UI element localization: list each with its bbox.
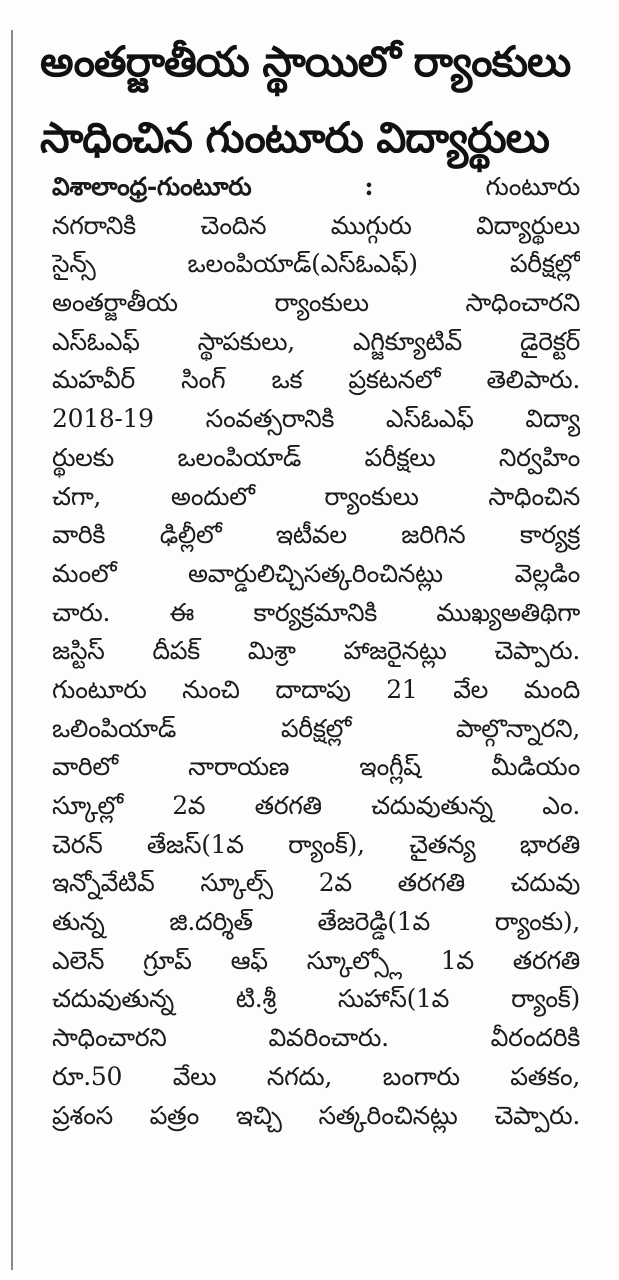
dateline: విశాలాంధ్ర-గుంటూరు : [52,172,374,201]
article-line: ఇన్నోవేటివ్ స్కూల్స్ 2వ తరగతి చదువు [52,868,580,898]
article-line: చారు. ఈ కార్యక్రమానికి ముఖ్యఅతిథిగా [52,597,580,627]
headline-line-2: సాధించిన గుంటూరు విద్యార్థులు [40,113,549,162]
article-line: తున్న జి.దర్శిత్ తేజరెడ్డి(1వ ర్యాంకు), [52,907,580,937]
article-line: 2018-19 సంవత్సరానికి ఎస్ఓఎఫ్ విద్యా [52,404,580,434]
article-line: నగరానికి చెందిన ముగ్గురు విద్యార్థులు [52,210,580,240]
column-rule [11,30,13,1270]
article-line: ఎలెన్ గ్రూప్ ఆఫ్ స్కూల్స్లో 1వ తరగతి [52,945,580,975]
article-line: వారిలో నారాయణ ఇంగ్లీష్ మీడియం [52,752,580,782]
article-line-text: గుంటూరు [485,172,580,201]
article-line: సైన్స్ ఒలంపియాడ్(ఎస్ఓఎఫ్) పరీక్షల్లో [52,249,580,279]
article-body [52,168,580,1135]
article-line: రూ.50 వేలు నగదు, బంగారు పతకం, [52,1061,580,1091]
article-line: చదువుతున్న టి.శ్రీ సుహాస్(1వ ర్యాంక్) [52,984,580,1014]
headline-line-1: అంతర్జాతీయ స్థాయిలో ర్యాంకులు [40,37,571,86]
article-line: జస్టిస్ దీపక్ మిశ్రా హాజరైనట్లు చెప్పారు. [52,636,580,666]
article-line: చగా, అందులో ర్యాంకులు సాధించిన [52,481,580,511]
article-line: చెరన్ తేజస్(1వ ర్యాంక్), చైతన్య భారతి [52,829,580,859]
article-line: ఎస్ఓఎఫ్ స్థాపకులు, ఎగ్జిక్యూటివ్ డైరెక్టర్ [52,326,580,356]
article-line: గుంటూరు నుంచి దాదాపు 21 వేల మంది [52,674,580,704]
article-line: సాధించారని వివరించారు. వీరందరికి [52,1023,580,1053]
article-line: ప్రశంస పత్రం ఇచ్చి సత్కరించినట్లు చెప్పారు. [52,1100,580,1130]
article-line: ర్థులకు ఒలంపియాడ్ పరీక్షలు నిర్వహిం [52,442,580,472]
headline [40,24,600,176]
article-line: అంతర్జాతీయ ర్యాంకులు సాధించారని [52,288,580,318]
article-line [52,168,580,207]
article-line: మంలో అవార్డులిచ్చిసత్కరించినట్లు వెల్లడిం [52,558,580,588]
article-line: వారికి ఢిల్లీలో ఇటీవల జరిగిన కార్యక్ర [52,520,580,550]
article-line: స్కూల్లో 2వ తరగతి చదువుతున్న ఎం. [52,791,580,820]
article-line: మహవీర్ సింగ్ ఒక ప్రకటనలో తెలిపారు. [52,365,580,395]
article-line: ఒలింపియాడ్ పరీక్షల్లో పాల్గొన్నారని, [52,713,580,743]
